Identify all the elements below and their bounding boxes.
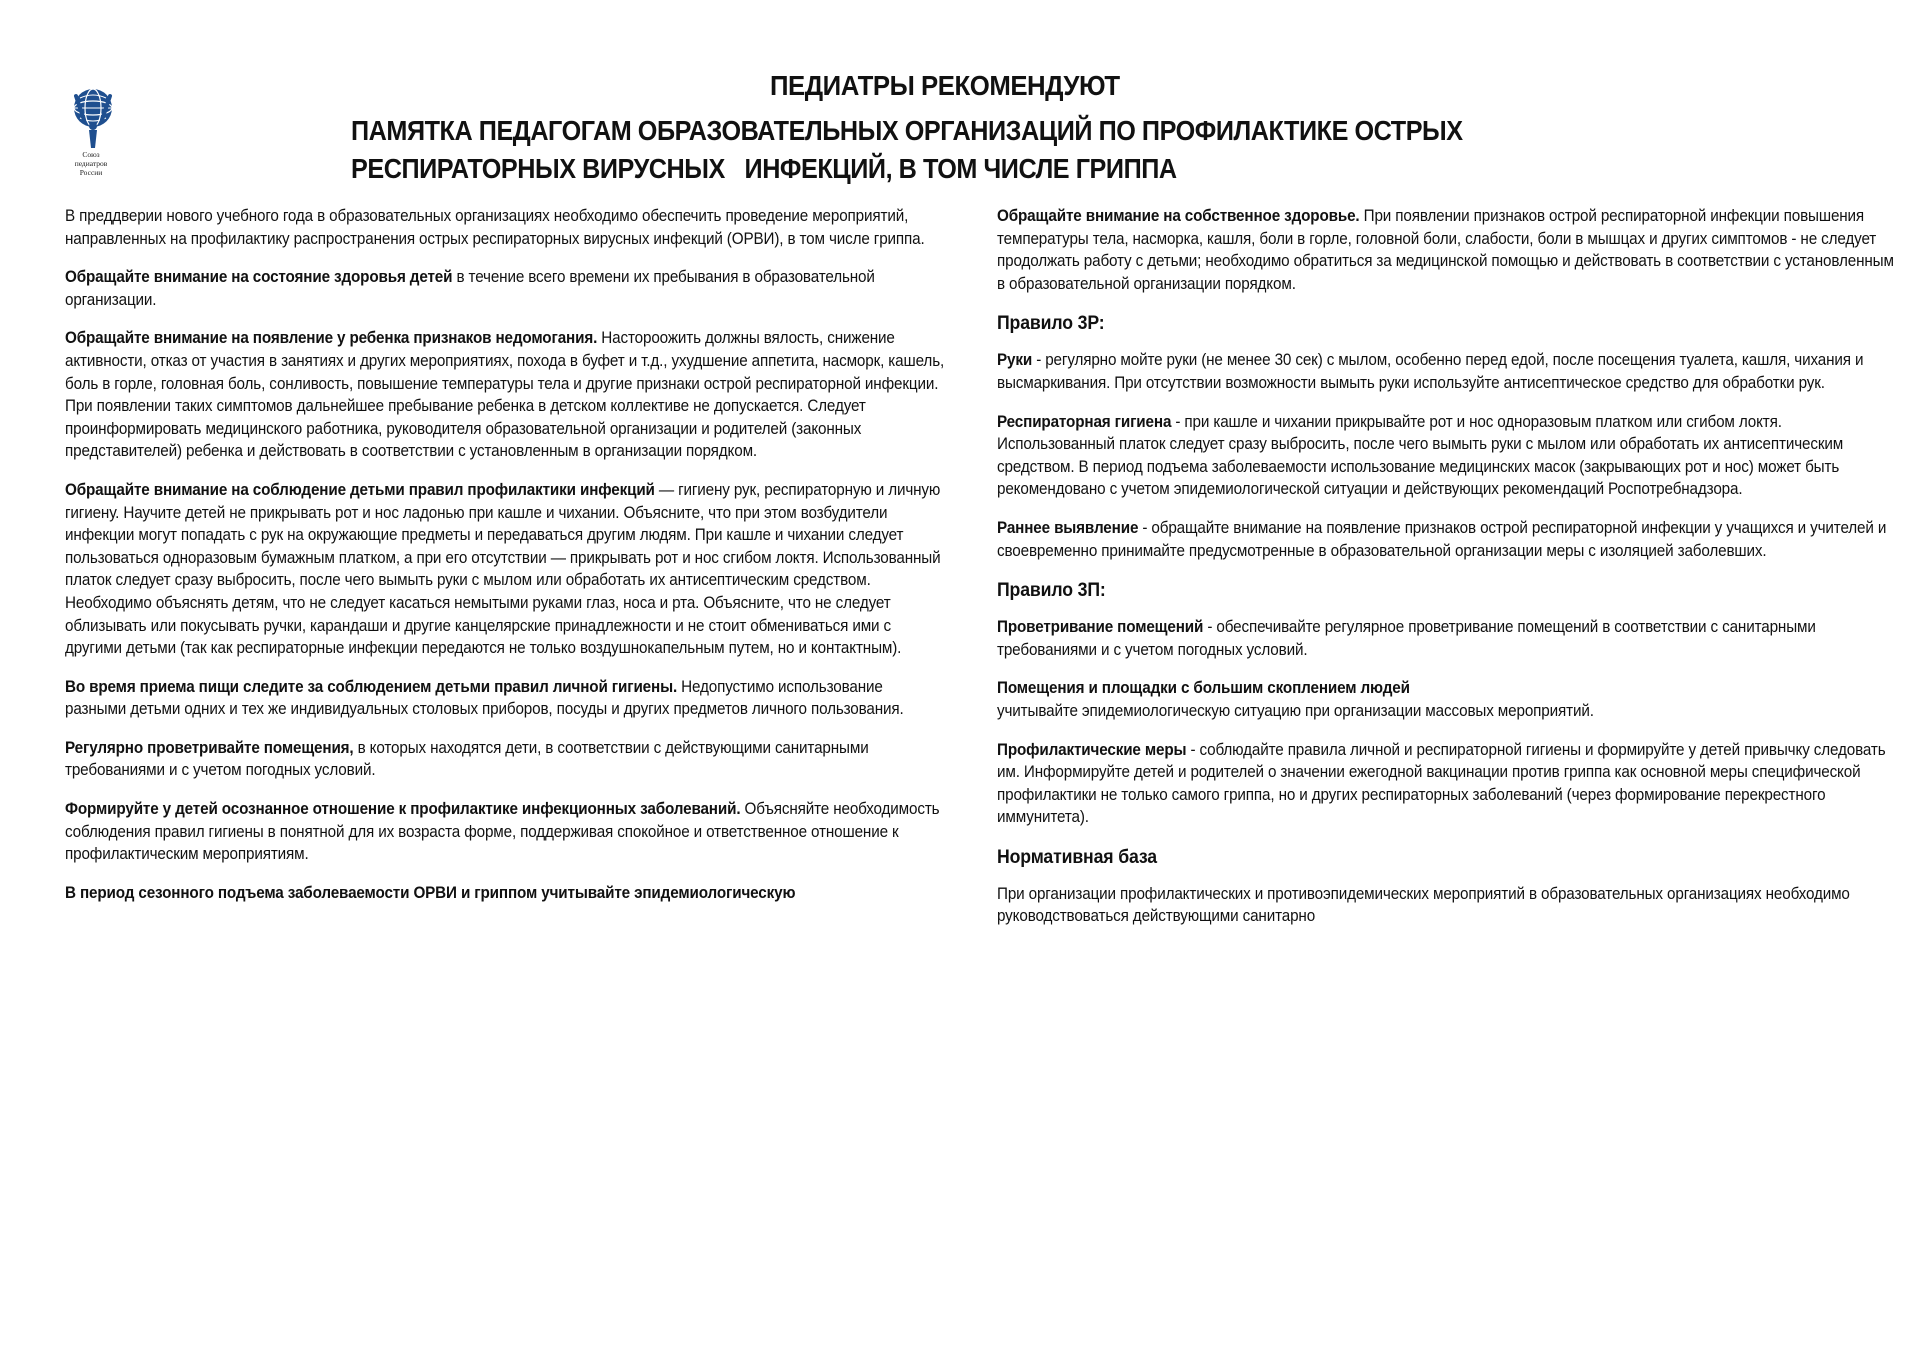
page-subtitle (351, 112, 1463, 188)
globe-figure-icon (62, 86, 120, 150)
logo (62, 86, 172, 194)
paragraph-illness-signs: Обращайте внимание на появление у ребенка признаков недомогания. Настороожить должны вялость, снижение активности, отказ от участия в занятиях и других мероприятиях, похода в буфет и т.д., ухудшение аппетита, насморк, кашель, боль в горле, головная боль, сонливость, повышение температуры тела и другие признаки острой респираторной инфекции. При появлении таких симптомов дальнейшее пребывание ребенка в детском коллективе не допускается. Следует проинформировать медицинского работника, руководителя образовательной организации и родителей (законных представителей) ребенка и действовать в соответствии с установленным в организации порядком. (65, 329, 945, 461)
paragraph-children-health: Обращайте внимание на состояние здоровья детей в течение всего времени их пребывания в образовательной организации. (65, 268, 875, 309)
subtitle-line-1: ПАМЯТКА ПЕДАГОГАМ ОБРАЗОВАТЕЛЬНЫХ ОРГАНИЗАЦИЙ ПО ПРОФИЛАКТИКЕ ОСТРЫХ (351, 115, 1463, 146)
right-column (997, 205, 1902, 944)
page-title: ПЕДИАТРЫ РЕКОМЕНДУЮТ (770, 70, 1120, 101)
paragraph-room-ventilation: Проветривание помещений - обеспечивайте регулярное проветривание помещений в соответствии с санитарными требованиями и с учетом погодных условий. (997, 618, 1816, 659)
heading-regulatory-base: Нормативная база (997, 846, 1157, 868)
logo-text: Союз педиатров России (74, 150, 108, 177)
paragraph-respiratory-hygiene: Респираторная гигиена - при кашле и чихании прикрывайте рот и нос одноразовым платком или сгибом локтя. Использованный платок следует сразу выбросить, после чего вымыть руки с мылом или обработать их антисептическим средством. В период подъема заболеваемости использование медицинских масок (закрывающих рот и нос) может быть рекомендовано с учетом эпидемиологической ситуации и действующих рекомендаций Роспотребнадзора. (997, 412, 1844, 499)
paragraph-regulatory: При организации профилактических и противоэпидемических мероприятий в образовательных организациях необходимо руководствоваться действующими санитарно (997, 884, 1850, 926)
paragraph-early-detection: Раннее выявление - обращайте внимание на появление признаков острой респираторной инфекции у учащихся и учителей и своевременно принимайте предусмотренные в образовательной организации меры с изоляцией заболевших. (997, 518, 1887, 560)
paragraph-preventive-measures: Профилактические меры - соблюдайте правила личной и респираторной гигиены и формируйте у детей привычку следовать им. Информируйте детей и родителей о значении ежегодной вакцинации против гриппа как основной меры специфической профилактики не только самого гриппа, но и других респираторных заболеваний (через формирование перекрестного иммунитета). (997, 740, 1886, 827)
paragraph-awareness: Формируйте у детей осознанное отношение к профилактике инфекционных заболеваний. Объясняйте необходимость соблюдения правил гигиены в понятной для их возраста форме, поддерживая спокойное и ответственное отношение к профилактическим мероприятиям. (65, 800, 940, 864)
paragraph-meal-hygiene: Во время приема пищи следите за соблюдением детьми правил личной гигиены. Недопустимо использование разными детьми одних и тех же индивидуальных столовых приборов, посуды и других предметов личного пользования. (65, 677, 904, 719)
paragraph-crowded-places: Помещения и площадки с большим скоплением людей учитывайте эпидемиологическую ситуацию при организации массовых мероприятий. (997, 679, 1594, 720)
heading-rule-3p: Правило 3П: (997, 580, 1106, 602)
paragraph-hands: Руки - регулярно мойте руки (не менее 30 сек) с мылом, особенно перед едой, после посещения туалета, кашля, чихания и высмаркивания. При отсутствии возможности вымыть руки используйте антисептическое средство для обработки рук. (997, 351, 1864, 392)
intro-paragraph: В преддверии нового учебного года в образовательных организациях необходимо обеспечить проведение мероприятий, направленных на профилактику распространения острых респираторных вирусных инфекций (ОРВИ), в том числе гриппа. (65, 207, 925, 248)
paragraph-seasonal: В период сезонного подъема заболеваемости ОРВИ и гриппом учитывайте эпидемиологическую (65, 883, 796, 902)
heading-rule-3r: Правило 3Р: (997, 313, 1105, 335)
paragraph-prevention-rules: Обращайте внимание на соблюдение детьми правил профилактики инфекций — гигиену рук, респираторную и личную гигиену. Научите детей не прикрывать рот и нос ладонью при кашле и чихании. Объясните, что при этом возбудители инфекции могут попадать с рук на окружающие предметы и передаваться другим людям. При кашле и чихании следует пользоваться одноразовым бумажным платком, а при его отсутствии — прикрывать рот и нос сгибом локтя. Использованный платок следует сразу выбросить, после чего вымыть руки с мылом или обработать их антисептическим средством. Необходимо объяснять детям, что не следует касаться немытыми руками глаз, носа и рта. Объясните, что не следует облизывать или покусывать ручки, карандаши и другие канцелярские принадлежности и не стоит обмениваться ими с другими детьми (так как респираторные инфекции передаются не только воздушнокапельным путем, но и контактным). (65, 480, 941, 658)
paragraph-own-health: Обращайте внимание на собственное здоровье. При появлении признаков острой респираторной инфекции повышения температуры тела, насморка, кашля, боли в горле, головной боли, слабости, боли в мышцах и других симптомов - не следует продолжать работу с детьми; необходимо обратиться за медицинской помощью и действовать в соответствии с установленным в образовательной организации порядком. (997, 207, 1894, 293)
paragraph-ventilation: Регулярно проветривайте помещения, в которых находятся дети, в соответствии с действующими санитарными требованиями и с учетом погодных условий. (65, 738, 869, 780)
subtitle-line-2: РЕСПИРАТОРНЫХ ВИРУСНЫХ ИНФЕКЦИЙ, В ТОМ ЧИСЛЕ ГРИППА (351, 153, 1177, 184)
left-column (65, 205, 945, 920)
